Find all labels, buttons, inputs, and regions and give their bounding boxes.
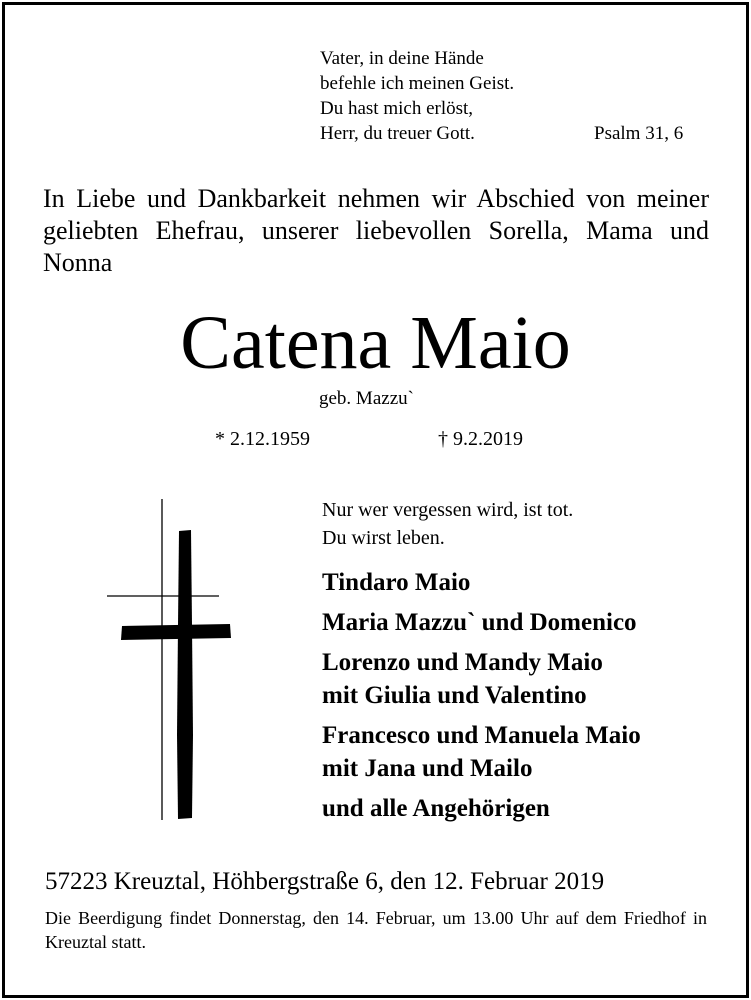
mourner-line: Maria Mazzu` und Domenico — [322, 609, 637, 636]
deceased-name: Catena Maio — [180, 301, 571, 385]
intro-text: In Liebe und Dankbarkeit nehmen wir Abschied von meiner geliebten Ehefrau, unserer liebevollen Sorella, Mama und Nonna — [43, 184, 709, 277]
quote-line: Du wirst leben. — [322, 527, 445, 549]
quote-line: Nur wer vergessen wird, ist tot. — [322, 499, 574, 521]
mourner-entry — [322, 606, 641, 639]
mourner-line: mit Giulia und Valentino — [322, 682, 587, 709]
mourner-line: Tindaro Maio — [322, 569, 471, 596]
psalm-reference: Psalm 31, 6 — [594, 123, 684, 144]
verse-line: Vater, in deine Hände — [320, 48, 484, 69]
quote — [322, 496, 573, 552]
verse-line: befehle ich meinen Geist. — [320, 73, 515, 94]
mourners-list — [322, 566, 641, 832]
mourner-line: Francesco und Manuela Maio — [322, 722, 641, 749]
mourner-line: mit Jana und Mailo — [322, 755, 533, 782]
mourner-entry — [322, 719, 641, 785]
mourner-entry — [322, 646, 641, 712]
birth-date: * 2.12.1959 — [215, 428, 310, 450]
birth-name: geb. Mazzu` — [319, 388, 414, 409]
mourner-entry — [322, 566, 641, 599]
mourner-line: und alle Angehörigen — [322, 795, 550, 822]
mourner-entry — [322, 792, 641, 825]
mourner-line: Lorenzo und Mandy Maio — [322, 649, 603, 676]
address-line: 57223 Kreuztal, Höhbergstraße 6, den 12. Februar 2019 — [45, 868, 605, 895]
verse-line: Du hast mich erlöst, — [320, 98, 474, 119]
death-date: † 9.2.2019 — [438, 428, 523, 450]
psalm-verse — [320, 46, 684, 146]
funeral-info: Die Beerdigung findet Donnerstag, den 14. Februar, um 13.00 Uhr auf dem Friedhof in Kreuztal statt. — [45, 908, 707, 952]
cross-icon — [100, 495, 240, 825]
verse-line: Herr, du treuer Gott. — [320, 123, 475, 144]
